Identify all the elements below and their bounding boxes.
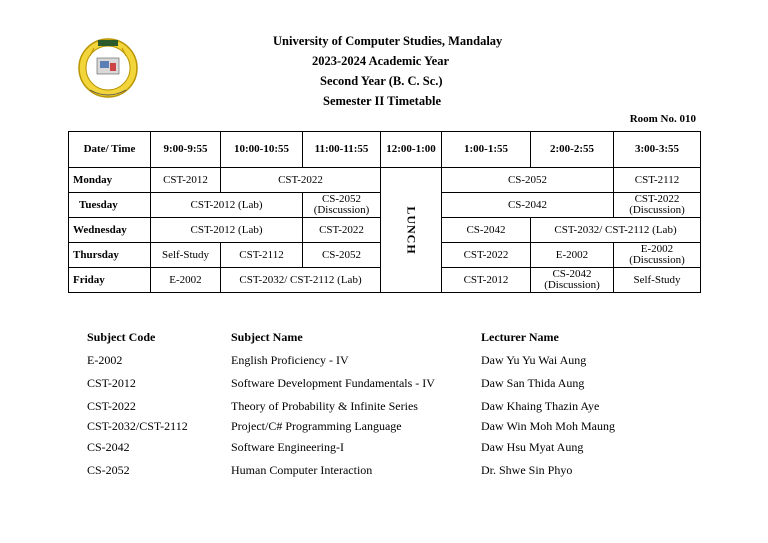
room-number: Room No. 010	[629, 113, 696, 125]
day-label: Wednesday	[69, 218, 151, 243]
timetable-cell: E-2002	[151, 268, 221, 293]
lecturer-name: Daw Hsu Myat Aung	[481, 440, 584, 454]
column-header: Date/ Time	[69, 132, 151, 168]
timetable-cell: CST-2022	[442, 243, 531, 268]
timetable-cell: CST-2012	[151, 168, 221, 193]
subject-code: CS-2052	[87, 463, 130, 477]
subject-code: CST-2032/CST-2112	[87, 419, 188, 433]
timetable-cell: CST-2032/ CST-2112 (Lab)	[221, 268, 381, 293]
subject-name: Theory of Probability & Infinite Series	[231, 399, 418, 413]
day-label: Thursday	[69, 243, 151, 268]
timetable-cell: CST-2012 (Lab)	[151, 218, 303, 243]
timetable-cell: CST-2012 (Lab)	[151, 193, 303, 218]
timetable	[68, 131, 701, 293]
cell-code: CST-2022	[634, 193, 680, 205]
lecturer-name: Daw San Thida Aung	[481, 376, 585, 390]
cell-code: CS-2052	[321, 193, 362, 205]
cell-note: (Discussion)	[629, 204, 685, 216]
column-header: 1:00-1:55	[442, 132, 531, 168]
subject-name: Software Engineering-I	[231, 440, 344, 454]
timetable-cell: Self-Study	[614, 268, 701, 293]
timetable-cell: CST-2022	[221, 168, 381, 193]
subject-name: Software Development Fundamentals - IV	[231, 376, 435, 390]
subject-name-header: Subject Name	[231, 330, 303, 344]
timetable-cell: CST-2112	[221, 243, 303, 268]
timetable-cell: CST-2112	[614, 168, 701, 193]
timetable-cell: E-2002	[531, 243, 614, 268]
lecturer-name: Daw Khaing Thazin Aye	[481, 399, 600, 413]
cell-note: (Discussion)	[544, 279, 600, 291]
university-logo	[76, 36, 140, 100]
timetable-header-row	[69, 132, 701, 168]
column-header: 9:00-9:55	[151, 132, 221, 168]
timetable-cell	[614, 193, 701, 218]
subject-code: CST-2012	[87, 376, 136, 390]
column-header: 11:00-11:55	[303, 132, 381, 168]
timetable-cell: CST-2022	[303, 218, 381, 243]
timetable-cell: Self-Study	[151, 243, 221, 268]
timetable-cell: CS-2052	[442, 168, 614, 193]
timetable-cell: CST-2012	[442, 268, 531, 293]
column-header: 3:00-3:55	[614, 132, 701, 168]
semester-title: Semester II Timetable	[323, 94, 442, 108]
cell-note: (Discussion)	[629, 254, 685, 266]
cell-code: E-2002	[640, 243, 674, 255]
lecturer-name-header: Lecturer Name	[481, 330, 559, 344]
timetable-cell: CS-2042	[442, 218, 531, 243]
timetable-cell	[531, 268, 614, 293]
lecturer-name: Daw Yu Yu Wai Aung	[481, 353, 587, 367]
lecturer-name: Daw Win Moh Moh Maung	[481, 419, 615, 433]
day-label: Friday	[69, 268, 151, 293]
timetable-cell: CS-2042	[442, 193, 614, 218]
timetable-cell	[614, 243, 701, 268]
lunch-label: LUNCH	[404, 205, 419, 255]
subject-name: Human Computer Interaction	[231, 463, 373, 477]
lunch-cell	[381, 168, 442, 293]
column-header: 2:00-2:55	[531, 132, 614, 168]
subject-name: Project/C# Programming Language	[231, 419, 402, 433]
university-title: University of Computer Studies, Mandalay	[273, 34, 503, 48]
timetable-cell: CS-2052	[303, 243, 381, 268]
day-label: Monday	[69, 168, 151, 193]
subject-code: E-2002	[87, 353, 123, 367]
table-row	[69, 168, 701, 193]
subject-code: CS-2042	[87, 440, 130, 454]
column-header: 12:00-1:00	[381, 132, 442, 168]
academic-year: 2023-2024 Academic Year	[312, 54, 450, 68]
cell-note: (Discussion)	[313, 204, 370, 216]
subject-name: English Proficiency - IV	[231, 353, 349, 367]
program-year: Second Year (B. C. Sc.)	[320, 74, 443, 88]
column-header: 10:00-10:55	[221, 132, 303, 168]
day-label: Tuesday	[69, 193, 151, 218]
subject-code-header: Subject Code	[87, 330, 156, 344]
lecturer-name: Dr. Shwe Sin Phyo	[481, 463, 573, 477]
cell-code: CS-2042	[552, 268, 592, 280]
subject-code: CST-2022	[87, 399, 136, 413]
timetable-cell	[303, 193, 381, 218]
timetable-cell: CST-2032/ CST-2112 (Lab)	[531, 218, 701, 243]
